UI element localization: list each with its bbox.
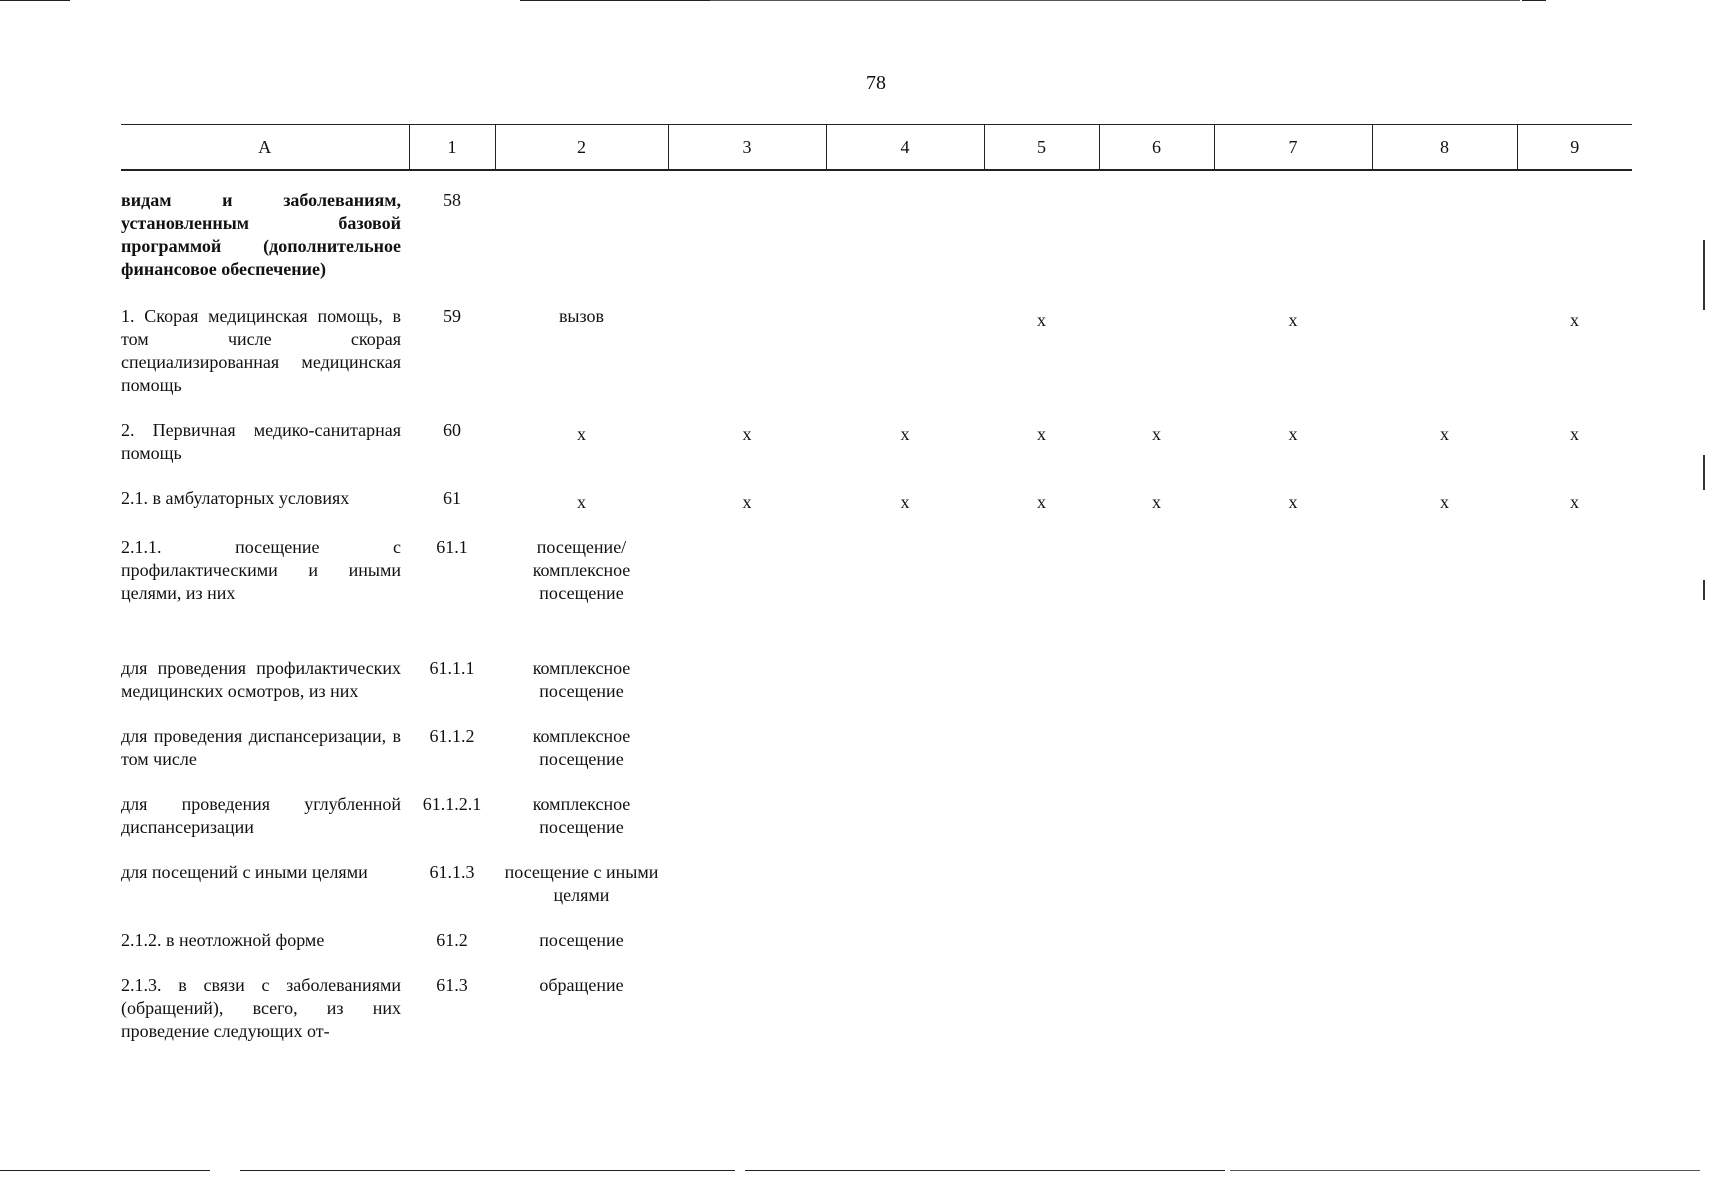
row-description: видам и заболеваниям, установленным базовой программой (дополнительное финансовое обеспечение) [121, 190, 401, 279]
row-cell [826, 771, 984, 839]
row-cell: х [1288, 424, 1298, 444]
row-unit: х [577, 492, 586, 512]
row-cell [1099, 839, 1214, 907]
page-number: 78 [866, 72, 886, 94]
row-description: для проведения профилактических медицинских осмотров, из них [121, 658, 401, 701]
row-cell [984, 633, 1099, 703]
row-cell [1099, 703, 1214, 771]
row-cell [1214, 633, 1372, 703]
row-unit: х [577, 424, 586, 444]
header-cell: 2 [495, 125, 668, 171]
row-number: 59 [443, 306, 461, 326]
row-cell [1372, 633, 1517, 703]
header-cell: 7 [1214, 125, 1372, 171]
row-cell [826, 281, 984, 397]
row-number: 60 [443, 420, 461, 440]
row-number: 58 [443, 190, 461, 210]
row-cell [668, 633, 826, 703]
table-row [121, 952, 1632, 1043]
row-cell: х [1570, 424, 1579, 444]
scan-edge-mark [1703, 240, 1705, 310]
row-unit: посещение [539, 930, 624, 950]
row-unit: вызов [558, 306, 605, 326]
bottom-scan-edge [0, 1170, 1709, 1172]
row-description: 2.1.3. в связи с заболеваниями (обращений), всего, из них проведение следующих от- [121, 975, 401, 1041]
row-cell [1372, 170, 1517, 281]
scan-edge-mark [1703, 455, 1705, 490]
row-cell: х [900, 492, 910, 512]
row-cell: х [1570, 310, 1579, 330]
row-cell [1099, 170, 1214, 281]
row-description: 1. Скорая медицинская помощь, в том числе скорая специализированная медицинская помощь [121, 306, 401, 395]
row-cell [1517, 633, 1632, 703]
row-cell [1517, 170, 1632, 281]
row-description: для проведения углубленной диспансеризации [121, 794, 401, 837]
row-unit: комплексное посещение [532, 658, 631, 701]
row-cell [1517, 907, 1632, 952]
row-cell [1099, 281, 1214, 397]
row-cell [984, 703, 1099, 771]
row-cell [1214, 839, 1372, 907]
top-scan-edge [0, 0, 1709, 2]
row-cell [668, 703, 826, 771]
row-cell [1517, 514, 1632, 633]
header-cell: 8 [1372, 125, 1517, 171]
row-cell [984, 771, 1099, 839]
row-cell [1214, 703, 1372, 771]
table-body [121, 170, 1632, 1043]
row-description: для проведения диспансеризации, в том числе [121, 726, 401, 769]
table-row [121, 907, 1632, 952]
row-description: 2. Первичная медико-санитарная помощь [121, 420, 401, 463]
row-cell [826, 952, 984, 1043]
row-cell: х [1288, 492, 1298, 512]
row-cell [984, 907, 1099, 952]
row-cell [1372, 839, 1517, 907]
table-row [121, 397, 1632, 465]
table-row [121, 281, 1632, 397]
row-cell [826, 633, 984, 703]
header-row [121, 125, 1632, 171]
row-cell [826, 839, 984, 907]
row-unit: посещение с иными целями [504, 862, 659, 905]
table-row [121, 839, 1632, 907]
row-number: 61.1.2 [429, 726, 475, 746]
row-cell [984, 839, 1099, 907]
row-unit: обращение [539, 975, 624, 995]
header-cell: 4 [826, 125, 984, 171]
row-cell: х [1037, 424, 1046, 444]
header-cell: 3 [668, 125, 826, 171]
row-unit: посещение/ комплексное посещение [532, 537, 631, 603]
row-number: 61.1.1 [429, 658, 475, 678]
table-row [121, 170, 1632, 281]
row-cell [1372, 281, 1517, 397]
row-number: 61 [443, 488, 461, 508]
row-cell [1214, 170, 1372, 281]
data-table [121, 124, 1632, 1043]
header-cell: А [121, 125, 409, 171]
row-cell [826, 170, 984, 281]
row-cell [668, 907, 826, 952]
row-cell [826, 514, 984, 633]
row-cell: х [1570, 492, 1579, 512]
row-cell: х [1288, 310, 1298, 330]
row-cell [1372, 952, 1517, 1043]
row-cell [1372, 907, 1517, 952]
row-description: 2.1. в амбулаторных условиях [121, 488, 350, 508]
header-cell: 5 [984, 125, 1099, 171]
row-description: 2.1.1. посещение с профилактическими и иными целями, из них [121, 537, 401, 603]
row-cell: х [1440, 492, 1449, 512]
row-cell [1214, 952, 1372, 1043]
row-number: 61.1.3 [429, 862, 475, 882]
table-row [121, 633, 1632, 703]
row-cell [668, 170, 826, 281]
row-cell [1099, 633, 1214, 703]
row-cell [1214, 771, 1372, 839]
row-cell: х [1037, 492, 1046, 512]
row-description: 2.1.2. в неотложной форме [121, 930, 325, 950]
row-cell [668, 771, 826, 839]
row-cell [1099, 514, 1214, 633]
row-cell [1517, 839, 1632, 907]
header-cell: 6 [1099, 125, 1214, 171]
row-cell [668, 514, 826, 633]
table-row [121, 514, 1632, 633]
row-cell [826, 907, 984, 952]
row-unit: комплексное посещение [532, 794, 631, 837]
row-cell: х [742, 492, 752, 512]
row-number: 61.1.2.1 [422, 794, 482, 814]
row-cell [1517, 771, 1632, 839]
row-cell [668, 839, 826, 907]
row-cell [826, 703, 984, 771]
row-cell [1214, 907, 1372, 952]
row-cell [1214, 514, 1372, 633]
header-cell: 1 [409, 125, 495, 171]
row-cell [1099, 771, 1214, 839]
row-cell [1099, 952, 1214, 1043]
row-cell: х [742, 424, 752, 444]
row-unit: комплексное посещение [532, 726, 631, 769]
row-cell: х [900, 424, 910, 444]
row-cell [1099, 907, 1214, 952]
row-cell [984, 952, 1099, 1043]
row-number: 61.1 [436, 537, 468, 557]
header-cell: 9 [1517, 125, 1632, 171]
row-cell [1372, 514, 1517, 633]
row-cell [668, 952, 826, 1043]
row-cell [1372, 771, 1517, 839]
row-cell [1517, 952, 1632, 1043]
row-number: 61.2 [436, 930, 468, 950]
row-cell [984, 514, 1099, 633]
row-cell: х [1440, 424, 1449, 444]
row-cell: х [1037, 310, 1046, 330]
table-row [121, 465, 1632, 514]
table-row [121, 703, 1632, 771]
row-cell [984, 170, 1099, 281]
row-description: для посещений с иными целями [121, 862, 368, 882]
row-cell: х [1152, 492, 1161, 512]
row-cell [1372, 703, 1517, 771]
row-unit [495, 170, 668, 281]
scan-edge-mark [1703, 580, 1705, 600]
row-cell [1517, 703, 1632, 771]
row-cell [668, 281, 826, 397]
table-row [121, 771, 1632, 839]
row-cell: х [1152, 424, 1161, 444]
row-number: 61.3 [436, 975, 468, 995]
